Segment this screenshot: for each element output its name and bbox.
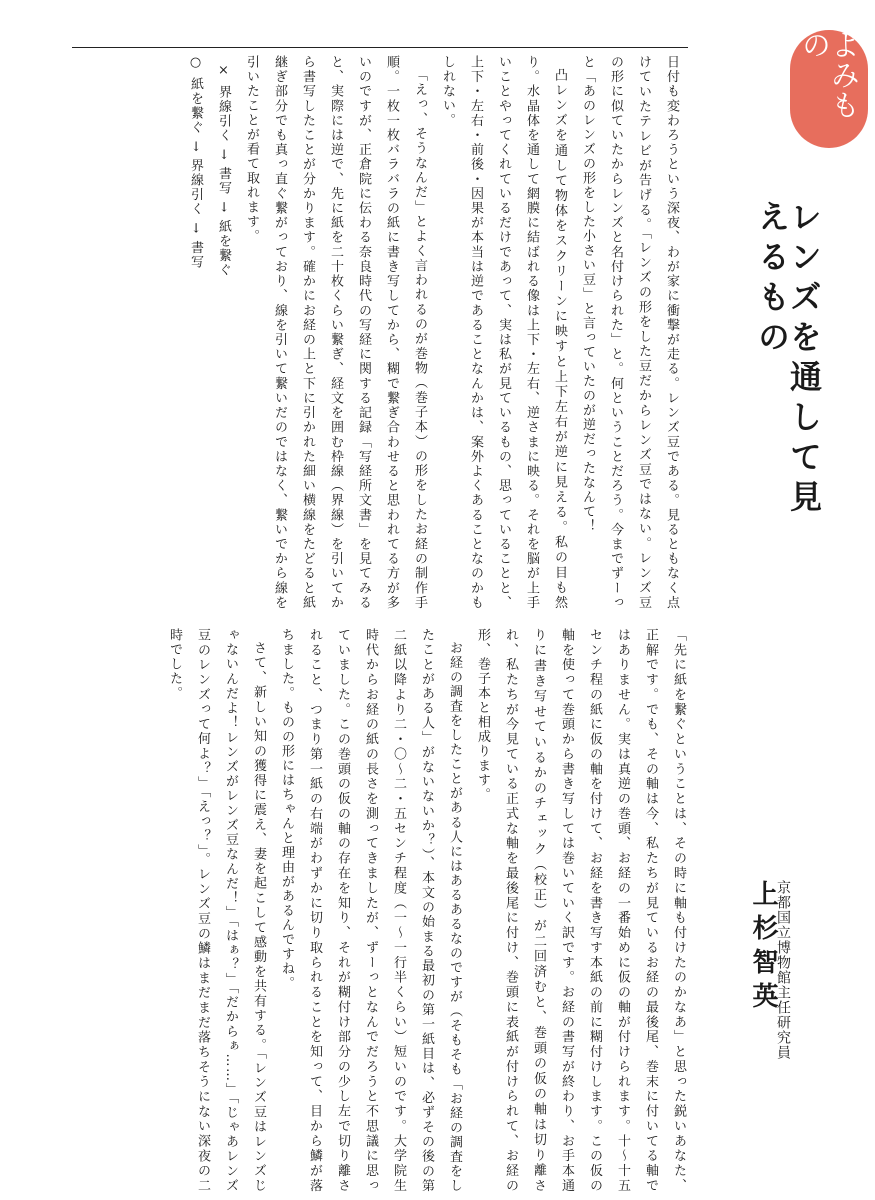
wrong-order-note: × 界線引く → 書写 → 紙を繋ぐ [216, 63, 231, 278]
article-body-lower [72, 628, 692, 1193]
paragraph-1: 日付も変わろうという深夜、わが家に衝撃が走る。レンズ豆である。見るともなく点けていたテレビが告げる。「レンズの形をした豆だからレンズ豆ではない。レンズ豆の形に似ていたからレンズと名付けられた」と。何ということだろう。今までずーっと「あのレンズの形をした小さい豆」と言っていたのが逆だったなんて！ [580, 55, 679, 610]
author-byline [750, 880, 790, 1155]
correct-order-note: ○ 紙を繋ぐ → 界線引く → 書写 [188, 55, 203, 270]
author-name: 上杉智英 [748, 880, 778, 1016]
paragraph-6: さて、新しい知の獲得に震え、妻を起こして感動を共有する。「レンズ豆はレンズじゃないんだよ！レンズがレンズ豆なんだ！」「はぁ？」「だからぁ……」「じゃあレンズ豆のレンズって何よ？」「えっ？」。レンズ豆の鱗はまだまだ落ちそうにない深夜の二時でした。 [167, 628, 266, 1193]
article-body-upper [75, 55, 685, 610]
paragraph-5: お経の調査をしたことがある人にはあるあるなのですが（そもそも「お経の調査をしたことがある人」がないないか？）、本文の始まる最初の第一紙目は、必ずその後の第二紙以降より二・〇〜二・五センチ程度（一〜一行半くらい）短いのです。大学院生時代からお経の紙の長さを測ってきましたが、ずーっとなんでだろうと不思議に思っていました。この巻頭の仮の軸の存在を知り、それが糊付け部分の少し左で切り離されること、つまり第一紙の右端がわずかに切り取られることを知って、目から鱗が落ちました。ものの形にはちゃんと理由があるんですね。 [279, 628, 462, 1193]
paragraph-2: 凸レンズを通して物体をスクリーンに映すと上下左右が逆に見える。私の目も然り。水晶体を通して網膜に結ばれる像は上下・左右、逆さまに映る。それを脳が上手いことやってくれているだけであって、実は私が見ているもの、思っていることと、上下・左右・前後・因果が本当は逆であることなんかは、案外よくあることなのかもしれない。 [440, 55, 567, 610]
paragraph-4: 「先に紙を繋ぐということは、その時に軸も付けたのかなあ」と思った鋭いあなた、正解です。でも、その軸は今、私たちが見ているお経の最後尾、巻末に付いてる軸ではありません。実は真逆の巻頭、お経の一番始めに仮の軸が付けられます。十〜十五センチ程の紙に仮の軸を付けて、お経を書き写す本紙の前に糊付けします。この仮の軸を使って巻頭から書き写しては巻いていく訳です。お経の書写が終わり、お手本通りに書き写せているかのチェック（校正）が二回済むと、巻頭の仮の軸は切り離され、私たちが今見ている正式な軸を最後尾に付け、巻頭に表紙が付けられて、お経の形、巻子本と相成ります。 [475, 628, 686, 1193]
top-divider-line [72, 47, 688, 48]
author-affiliation: 京都国立博物館主任研究員 [775, 880, 791, 1060]
category-badge [790, 30, 868, 148]
category-badge-label: よみもの [798, 30, 861, 120]
article-title: レンズを通して見えるもの [753, 200, 823, 520]
paragraph-3: 「えっ、そうなんだ」とよく言われるのが巻物（巻子本）の形をしたお経の制作手順。一枚一枚バラバラの紙に書き写してから、糊で繋ぎ合わせると思われてる方が多いのですが、正倉院に伝わる奈良時代の写経に関する記録「写経所文書」を見てみると、実際には逆で、先に紙を二十枚くらい繋ぎ、経文を囲む枠線（界線）を引いてから書写したことが分かります。確かにお経の上と下に引かれた細い横線をたどると紙継ぎ部分でも真っ直ぐ繋がっており、線を引いて繋いだのではなく、繋いでから線を引いたことが看て取れます。 [244, 55, 427, 610]
